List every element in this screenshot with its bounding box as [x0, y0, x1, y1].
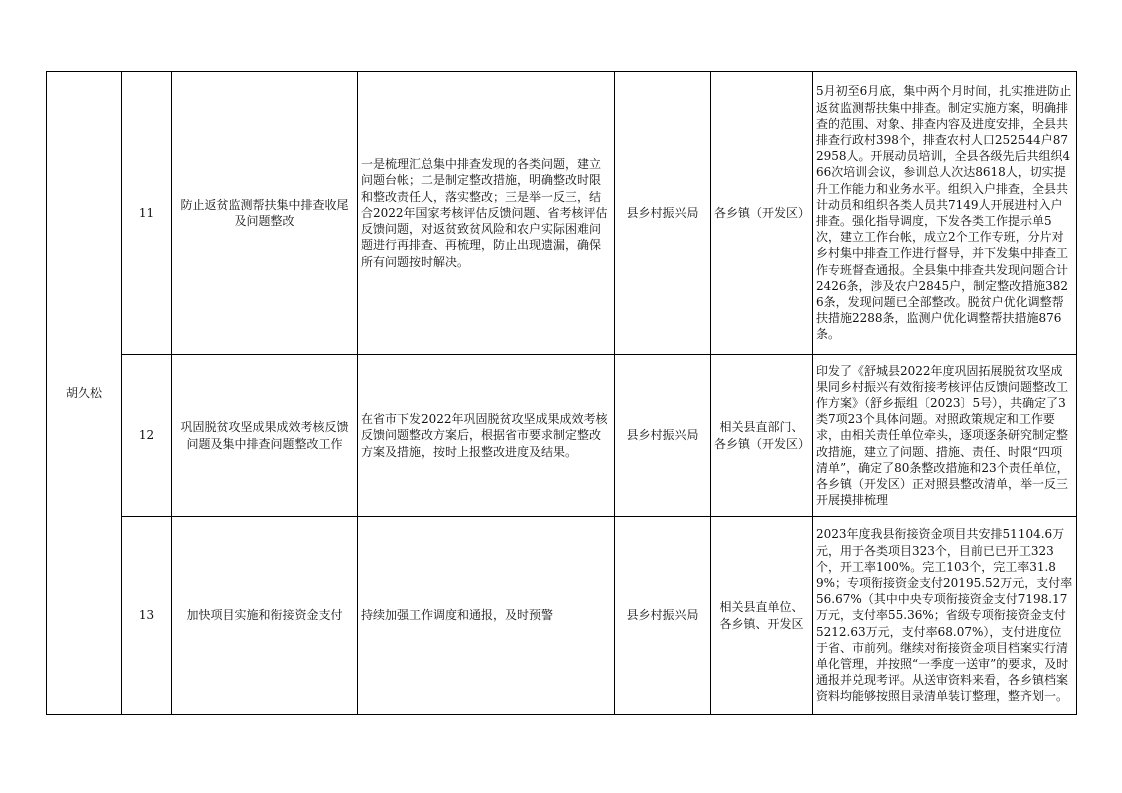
row-number-cell: 11 — [122, 72, 172, 355]
table-row — [47, 355, 1077, 517]
progress-cell: 2023年度我县衔接资金项目共安排51104.6万元，用于各类项目323个，目前已已开工323个，开工率100%。完工103个，完工率31.89%；专项衔接资金支付20195.52万元，支付率56.67%（其中中央专项衔接资金支付7198.17万元，支付率55.36%；省级专项衔接资金支付5212.63万元，支付率68.07%），支付进度位于省、市前列。继续对衔接资金项目档案实行清单化管理，并按照“一季度一送审”的要求，及时通报并兑现考评。从送审资料来看，各乡镇档案资料均能够按照目录清单装订整理，整齐划一。 — [813, 517, 1077, 715]
row-number-cell: 12 — [122, 355, 172, 517]
responsible-unit-cell: 相关县直部门、各乡镇（开发区） — [711, 355, 813, 517]
measure-cell: 一是梳理汇总集中排查发现的各类问题，建立问题台帐；二是制定整改措施，明确整改时限和整改责任人，落实整改；三是举一反三，结合2022年国家考核评估反馈问题、省考核评估反馈问题，对返贫致贫风险和农户实际困难问题进行再排查、再梳理，防止出现遗漏，确保所有问题按时解决。 — [358, 72, 615, 355]
responsible-unit-cell: 相关县直单位、各乡镇、开发区 — [711, 517, 813, 715]
measure-cell: 持续加强工作调度和通报，及时预警 — [358, 517, 615, 715]
task-name-cell: 加快项目实施和衔接资金支付 — [172, 517, 358, 715]
measure-cell: 在省市下发2022年巩固脱贫攻坚成果成效考核反馈问题整改方案后，根据省市要求制定整改方案及措施，按时上报整改进度及结果。 — [358, 355, 615, 517]
progress-cell: 印发了《舒城县2022年度巩固拓展脱贫攻坚成果同乡村振兴有效衔接考核评估反馈问题整改工作方案》（舒乡振组〔2023〕5号），共确定了3类7项23个具体问题。对照政策规定和工作要求，由相关责任单位牵头，逐项逐条研究制定整改措施，建立了问题、措施、责任、时限“四项清单”，确定了80条整改措施和23个责任单位，各乡镇（开发区）正对照县整改清单，举一反三开展摸排梳理 — [813, 355, 1077, 517]
task-name-cell: 防止返贫监测帮扶集中排查收尾及问题整改 — [172, 72, 358, 355]
table-row — [47, 517, 1077, 715]
lead-unit-cell: 县乡村振兴局 — [615, 72, 711, 355]
responsible-leader-cell: 胡久松 — [47, 72, 122, 715]
table-row — [47, 72, 1077, 355]
lead-unit-cell: 县乡村振兴局 — [615, 517, 711, 715]
work-progress-table — [46, 71, 1077, 715]
task-name-cell: 巩固脱贫攻坚成果成效考核反馈问题及集中排查问题整改工作 — [172, 355, 358, 517]
responsible-unit-cell: 各乡镇（开发区） — [711, 72, 813, 355]
lead-unit-cell: 县乡村振兴局 — [615, 355, 711, 517]
row-number-cell: 13 — [122, 517, 172, 715]
progress-cell: 5月初至6月底，集中两个月时间，扎实推进防止返贫监测帮扶集中排查。制定实施方案，明确排查的范围、对象、排查内容及进度安排，全县共排查行政村398个，排查农村人口252544户872958人。开展动员培训，全县各级先后共组织466次培训会议，参训总人次达8618人，切实提升工作能力和业务水平。组织入户排查，全县共计动员和组织各类人员共7149人开展进村入户排查。强化指导调度，下发各类工作提示单5次，建立工作台帐，成立2个工作专班，分片对乡村集中排查工作进行督导，并下发集中排查工作专班督查通报。全县集中排查共发现问题合计2426条，涉及农户2845户，制定整改措施3826条，发现问题已全部整改。脱贫户优化调整帮扶措施2288条，监测户优化调整帮扶措施876条。 — [813, 72, 1077, 355]
